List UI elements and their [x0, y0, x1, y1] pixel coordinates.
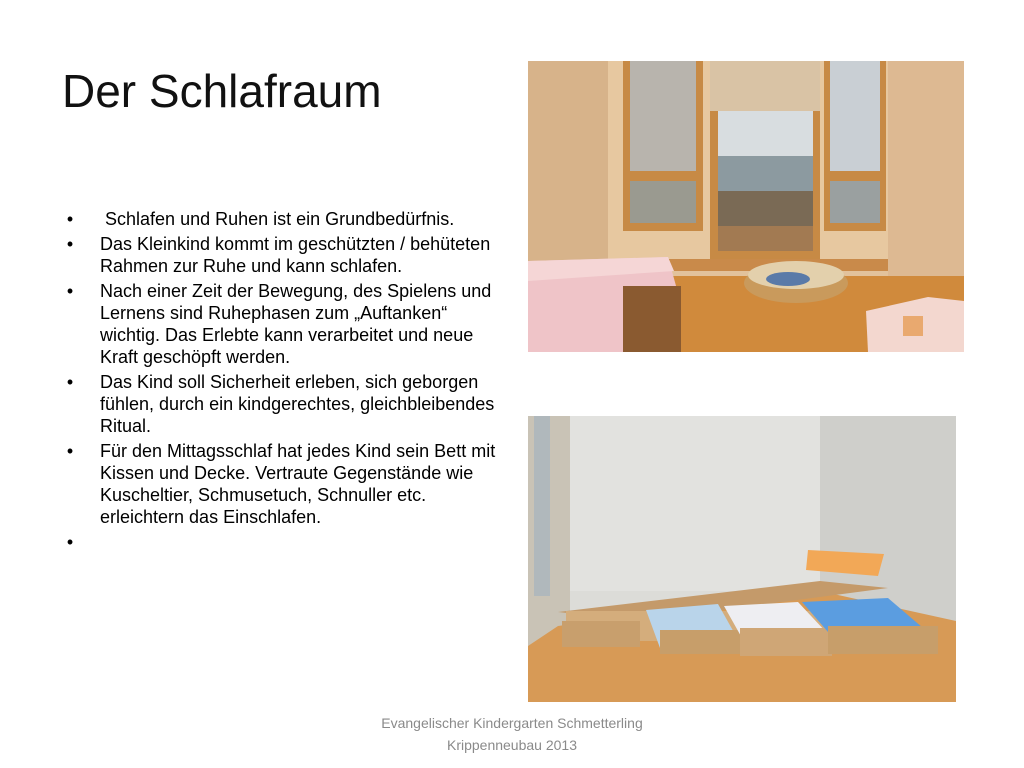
bullet-marker: •	[66, 372, 74, 392]
bullet-marker: •	[66, 281, 74, 301]
bullet-marker: •	[66, 209, 74, 229]
bullet-text: Das Kind soll Sicherheit erleben, sich geborgen fühlen, durch ein kindgerechtes, gleichbleibendes Ritual.	[100, 372, 495, 436]
bullet-item	[62, 440, 500, 528]
bullet-marker: •	[66, 441, 74, 461]
sleeping-room-photo-beds	[528, 416, 956, 702]
bullet-list	[62, 208, 500, 552]
bullet-marker: •	[66, 234, 74, 254]
bullet-item	[62, 280, 500, 368]
slide-title: Der Schlafraum	[62, 65, 382, 117]
bullet-marker: •	[66, 532, 74, 552]
sleeping-room-photo-window	[528, 61, 964, 352]
bullet-text: Schlafen und Ruhen ist ein Grundbedürfnis.	[100, 209, 455, 229]
bullet-text: Nach einer Zeit der Bewegung, des Spielens und Lernens sind Ruhephasen zum „Auftanken“ wichtig. Das Erlebte kann verarbeitet und neue Kraft geschöpft werden.	[100, 281, 492, 367]
bullet-item	[62, 208, 500, 230]
footer-line-organization: Evangelischer Kindergarten Schmetterling	[381, 715, 643, 731]
bullet-text: Für den Mittagsschlaf hat jedes Kind sein Bett mit Kissen und Decke. Vertraute Gegenstände wie Kuscheltier, Schmusetuch, Schnuller etc. erleichtern das Einschlafen.	[100, 441, 496, 527]
bullet-item	[62, 233, 500, 277]
footer-line-project: Krippenneubau 2013	[446, 737, 577, 753]
bullet-item	[62, 371, 500, 437]
bullet-text: Das Kleinkind kommt im geschützten / behüteten Rahmen zur Ruhe und kann schlafen.	[100, 234, 491, 276]
slide-footer	[312, 712, 712, 756]
